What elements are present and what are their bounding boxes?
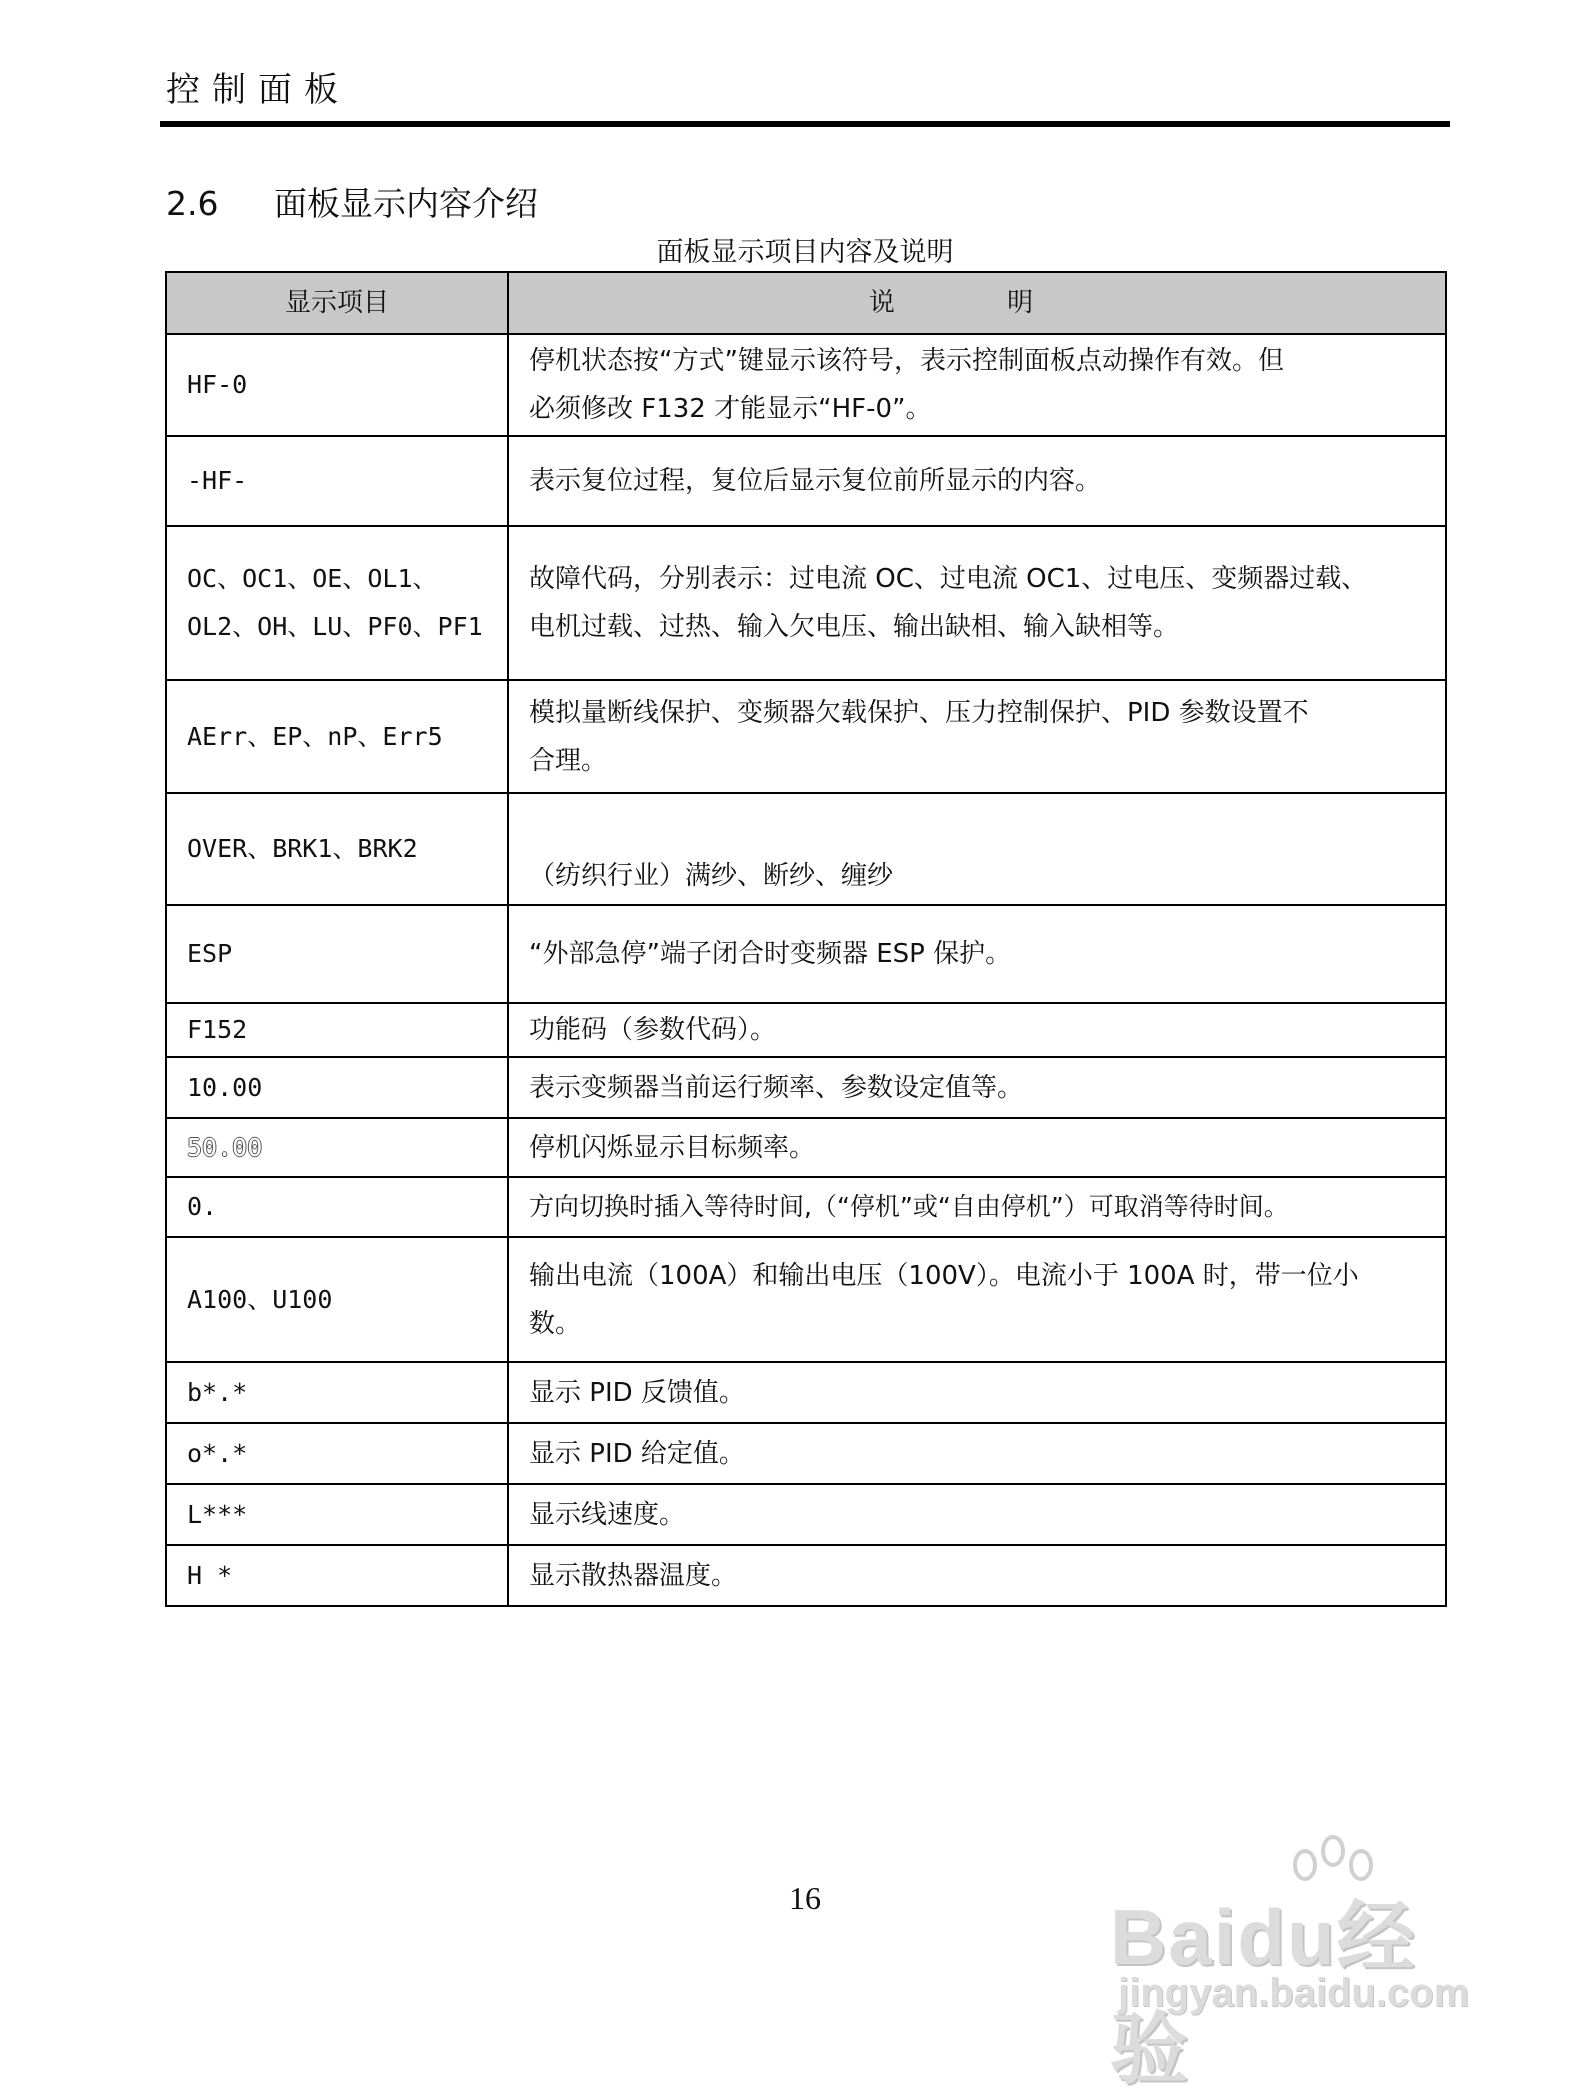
row-desc: 故障代码，分别表示：过电流 OC、过电流 OC1、过电压、变频器过载、 电机过载、过热、输入欠电压、输出缺相、输入缺相等。	[508, 526, 1446, 680]
row-item: OC、OC1、OE、OL1、OL2、OH、LU、PF0、PF1	[166, 526, 508, 680]
row-desc: 方向切换时插入等待时间,（“停机”或“自由停机”）可取消等待时间。	[508, 1177, 1446, 1237]
table-row	[166, 905, 1446, 1003]
table-row	[166, 1003, 1446, 1057]
row-item	[166, 1118, 508, 1177]
row-desc: 停机状态按“方式”键显示该符号，表示控制面板点动操作有效。但 必须修改 F132 才能显示“HF-0”。	[508, 334, 1446, 436]
row-item: -HF-	[166, 436, 508, 526]
row-item: b*.*	[166, 1362, 508, 1423]
table-row	[166, 1484, 1446, 1545]
header-divider	[160, 121, 1450, 127]
section-title: 面板显示内容介绍	[274, 184, 538, 223]
row-item: A100、U100	[166, 1237, 508, 1362]
table-row	[166, 1118, 1446, 1177]
row-item: o*.*	[166, 1423, 508, 1484]
table-row	[166, 526, 1446, 680]
row-item: AErr、EP、nP、Err5	[166, 680, 508, 793]
baidu-watermark	[1110, 1835, 1490, 2093]
table-row	[166, 680, 1446, 793]
row-desc: 功能码（参数代码）。	[508, 1003, 1446, 1057]
watermark-brand: Baidu经验	[1110, 1893, 1417, 2093]
section-heading	[166, 178, 538, 225]
row-item: 10.00	[166, 1057, 508, 1118]
table-row	[166, 793, 1446, 905]
table-row	[166, 1057, 1446, 1118]
row-desc: “外部急停”端子闭合时变频器 ESP 保护。	[508, 905, 1446, 1003]
table-row	[166, 1362, 1446, 1423]
row-desc: 显示线速度。	[508, 1484, 1446, 1545]
display-items-table	[165, 271, 1447, 1607]
row-item: F152	[166, 1003, 508, 1057]
section-number: 2.6	[166, 184, 219, 223]
row-item: OVER、BRK1、BRK2	[166, 793, 508, 905]
row-item: 0.	[166, 1177, 508, 1237]
row-desc: 模拟量断线保护、变频器欠载保护、压力控制保护、PID 参数设置不 合理。	[508, 680, 1446, 793]
row-desc: 显示散热器温度。	[508, 1545, 1446, 1606]
row-desc: 停机闪烁显示目标频率。	[508, 1118, 1446, 1177]
table-row	[166, 1545, 1446, 1606]
table-row	[166, 1237, 1446, 1362]
table-row	[166, 1177, 1446, 1237]
table-row	[166, 1423, 1446, 1484]
page-header-title: 控制面板	[166, 70, 350, 110]
page-number: 16	[789, 1880, 821, 1916]
row-item: ESP	[166, 905, 508, 1003]
table-header-row	[166, 272, 1446, 334]
table-caption: 面板显示项目内容及说明	[656, 237, 954, 268]
header-col-item: 显示项目	[166, 272, 508, 334]
row-desc: 表示复位过程，复位后显示复位前所显示的内容。	[508, 436, 1446, 526]
row-item: H *	[166, 1545, 508, 1606]
row-desc: 输出电流（100A）和输出电压（100V）。电流小于 100A 时，带一位小 数。	[508, 1237, 1446, 1362]
blinking-frequency-value: 50.00	[187, 1132, 263, 1162]
table-row	[166, 436, 1446, 526]
table-row	[166, 334, 1446, 436]
row-desc: 表示变频器当前运行频率、参数设定值等。	[508, 1057, 1446, 1118]
header-col-desc: 说 明	[508, 272, 1446, 334]
watermark-url: jingyan.baidu.com	[1118, 1971, 1470, 2015]
row-item: HF-0	[166, 334, 508, 436]
row-item: L***	[166, 1484, 508, 1545]
row-desc: 显示 PID 给定值。	[508, 1423, 1446, 1484]
row-desc: （纺织行业）满纱、断纱、缠纱	[508, 793, 1446, 905]
row-desc: 显示 PID 反馈值。	[508, 1362, 1446, 1423]
